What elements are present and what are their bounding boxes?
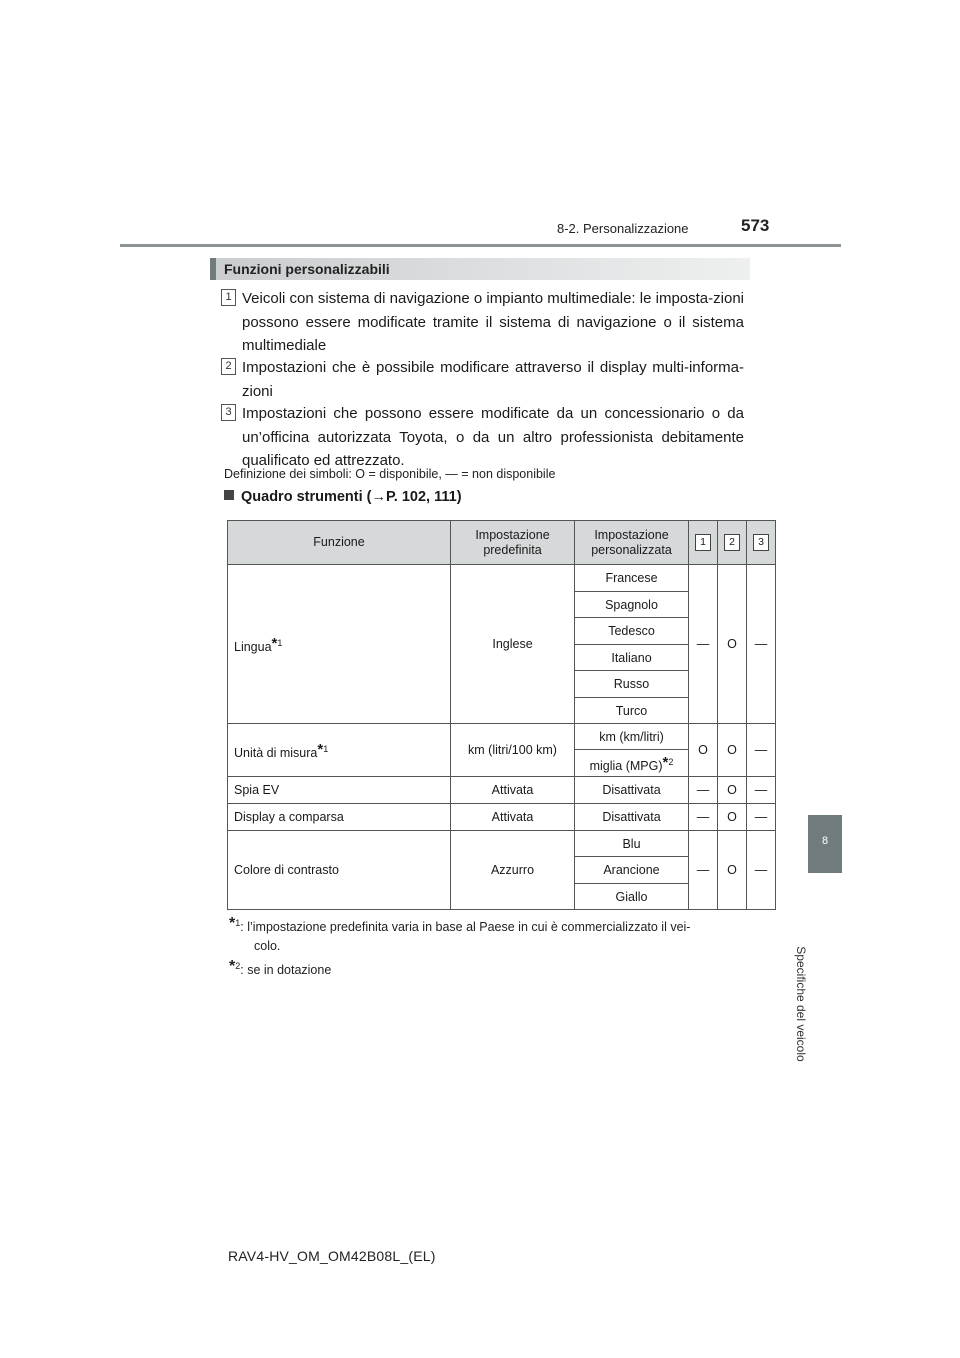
cell-option: Arancione [575, 857, 689, 884]
col-header-1 [689, 521, 718, 565]
cell-option: Disattivata [575, 804, 689, 831]
cell-mark: O [718, 565, 747, 724]
cell-funzione: Display a comparsa [228, 804, 451, 831]
table-row [228, 804, 776, 831]
cell-option: Blu [575, 831, 689, 857]
cell-predefinita: Attivata [451, 804, 575, 831]
cell-funzione: Colore di contrasto [228, 831, 451, 910]
table-row [228, 565, 776, 592]
table-row [228, 724, 776, 750]
item-number-badge: 1 [221, 289, 236, 306]
cell-predefinita: Inglese [451, 565, 575, 724]
cell-mark: — [689, 777, 718, 804]
col-header-funzione: Funzione [228, 521, 451, 565]
cell-mark: — [689, 831, 718, 910]
cell-mark: — [747, 804, 776, 831]
item-number-badge: 3 [221, 404, 236, 421]
badge-3: 3 [753, 534, 769, 551]
bullet-square-icon [224, 490, 234, 500]
cell-option: Giallo [575, 884, 689, 910]
chapter-number: 8 [821, 835, 829, 847]
cell-mark: — [747, 831, 776, 910]
cell-option: Russo [575, 671, 689, 698]
subsection-heading [224, 489, 462, 505]
cell-mark: O [718, 831, 747, 910]
col-header-2 [718, 521, 747, 565]
cell-mark: — [747, 777, 776, 804]
item-text: Veicoli con sistema di navigazione o impianto multimediale: le imposta-zioni possono essere modificate tramite il sistema di navigazione o il sistema multimediale [242, 290, 744, 354]
cell-mark: — [689, 804, 718, 831]
cell-mark: O [689, 724, 718, 777]
cell-option: miglia (MPG)*$^2$ [575, 750, 689, 777]
table-row [228, 777, 776, 804]
cell-predefinita: Attivata [451, 777, 575, 804]
cell-option: Tedesco [575, 618, 689, 645]
cell-funzione: Unità di misura*$^1$ [228, 724, 451, 777]
cell-mark: O [718, 804, 747, 831]
footnote-2: *$^2$: se in dotazione [229, 958, 332, 978]
col-header-personalizzata: Impostazione personalizzata [575, 521, 689, 565]
table-header-row [228, 521, 776, 565]
cell-option: Italiano [575, 645, 689, 671]
section-heading [210, 258, 750, 280]
item-text: Impostazioni che è possibile modificare attraverso il display multi-informa-zioni [242, 359, 744, 400]
section-heading-text: Funzioni personalizzabili [224, 261, 390, 277]
cell-funzione: Spia EV [228, 777, 451, 804]
cell-mark: — [747, 565, 776, 724]
footnote-1: *$^1$: l’impostazione predefinita varia in base al Paese in cui è commercializzato il vei- colo. [229, 915, 691, 954]
section-title: 8-2. Personalizzazione [557, 221, 689, 236]
cell-predefinita: Azzurro [451, 831, 575, 910]
symbol-definition: Definizione dei simboli: O = disponibile, — = non disponibile [224, 467, 556, 481]
badge-2: 2 [724, 534, 740, 551]
cell-option: Turco [575, 698, 689, 724]
page-number: 573 [741, 216, 770, 235]
item-text: Impostazioni che possono essere modificate da un concessionario o da un’officina autorizzata Toyota, o da un altro professionista debitamente qualificato ed attrezzato. [242, 405, 744, 469]
cell-mark: O [718, 777, 747, 804]
cell-mark: — [747, 724, 776, 777]
cell-option: km (km/litri) [575, 724, 689, 750]
col-header-predefinita: Impostazione predefinita [451, 521, 575, 565]
settings-table [227, 520, 776, 910]
document-code: RAV4-HV_OM_OM42B08L_(EL) [228, 1248, 436, 1264]
cell-predefinita: km (litri/100 km) [451, 724, 575, 777]
chapter-tab [808, 815, 842, 873]
table-row [228, 831, 776, 857]
heading-bar [210, 258, 216, 280]
subsection-heading-text: Quadro strumenti (→P. 102, 111) [241, 489, 462, 505]
cell-funzione: Lingua*$^1$ [228, 565, 451, 724]
cell-option: Disattivata [575, 777, 689, 804]
badge-1: 1 [695, 534, 711, 551]
item-number-badge: 2 [221, 358, 236, 375]
cell-option: Francese [575, 565, 689, 592]
cell-mark: — [689, 565, 718, 724]
header-rule [120, 244, 841, 247]
col-header-3 [747, 521, 776, 565]
cell-mark: O [718, 724, 747, 777]
chapter-label: Specifiche del veicolo [794, 946, 808, 1062]
cell-option: Spagnolo [575, 592, 689, 618]
